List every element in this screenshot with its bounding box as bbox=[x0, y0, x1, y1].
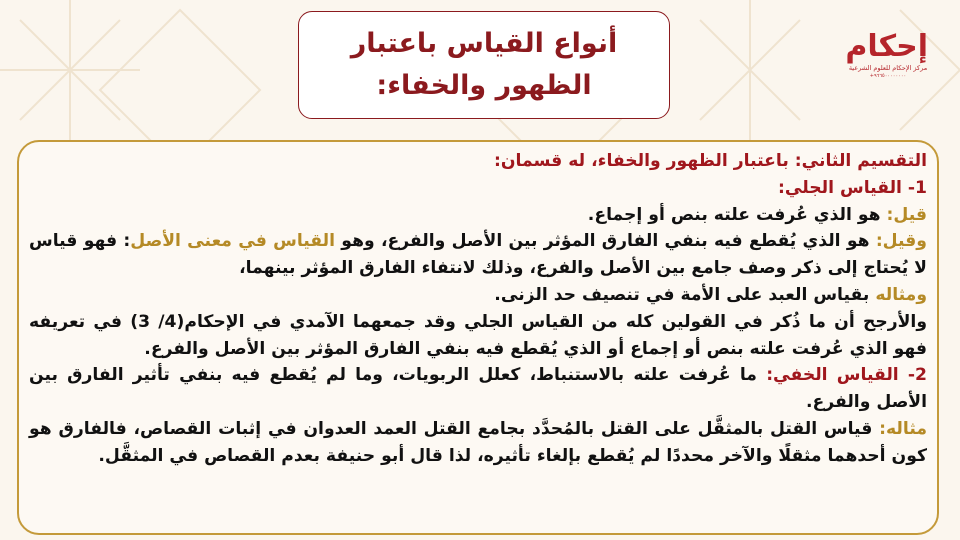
paragraph-hidden-analogy bbox=[29, 362, 927, 416]
section-heading bbox=[29, 148, 927, 175]
paragraph-example-clear bbox=[29, 282, 927, 309]
subsection-heading-clear bbox=[29, 175, 927, 202]
title-line-2: الظهور والخفاء: bbox=[376, 70, 592, 101]
first-definition-text: هو الذي عُرفت علته بنص أو إجماع. bbox=[587, 204, 887, 225]
preferred-view-text: والأرجح أن ما ذُكر في القولين كله من القياس الجلي وقد جمعهما الآمدي في الإحكام(4/ 3) في تعريفه فهو الذي عُرفت علته بنص أو إجماع أو الذي يُقطع فيه بنفي الفارق المؤثر بين الأصل والفرع. bbox=[29, 311, 928, 359]
clear-analogy-heading: 1- القياس الجلي: bbox=[778, 177, 927, 198]
second-definition-label: وقيل: bbox=[875, 231, 927, 252]
title-box bbox=[298, 11, 670, 119]
example-clear-label: ومثاله bbox=[875, 284, 927, 305]
second-definition-highlight: القياس في معنى الأصل bbox=[130, 231, 336, 252]
logo-subtitle: مركز الإحكام للعلوم الشرعية bbox=[848, 64, 928, 72]
paragraph-first-definition bbox=[29, 202, 927, 229]
logo-phone: +٩٦٦٥٠٠٠٠٠٠٠٠ bbox=[869, 73, 907, 79]
paragraph-second-definition bbox=[29, 228, 927, 282]
second-definition-text-1: هو الذي يُقطع فيه بنفي الفارق المؤثر بين الأصل والفرع، وهو bbox=[335, 231, 876, 252]
logo bbox=[845, 29, 928, 100]
content-box bbox=[17, 140, 939, 535]
second-definition-text-2: : فهو قياس لا يُحتاج إلى ذكر وصف جامع بين الأصل والفرع، وذلك لانتفاء الفارق المؤثر بينهما، bbox=[29, 231, 927, 279]
title-line-1: أنواع القياس باعتبار bbox=[350, 28, 618, 59]
paragraph-example-hidden bbox=[29, 416, 927, 470]
logo-name: إحكام bbox=[845, 29, 928, 64]
division-heading: التقسيم الثاني: باعتبار الظهور والخفاء، له قسمان: bbox=[494, 151, 927, 171]
example-hidden-label: مثاله: bbox=[879, 418, 927, 439]
hidden-analogy-label: 2- القياس الخفي: bbox=[766, 365, 928, 386]
example-hidden-text: قياس القتل بالمثقَّل على القتل بالمُحدَّد بجامع القتل العمد العدوان في إثبات القصاص، فالفارق هو كون أحدهما مثقلًا والآخر محددًا لم يُقطع بإلغاء تأثيره، لذا قال أبو حنيفة بعدم القصاص في المثقَّل. bbox=[29, 418, 927, 466]
hidden-analogy-text: ما عُرفت علته بالاستنباط، كعلل الربويات، وما لم يُقطع فيه بنفي تأثير الفارق بين الأصل والفرع. bbox=[29, 365, 927, 413]
first-definition-label: قيل: bbox=[886, 204, 927, 225]
example-clear-text: بقياس العبد على الأمة في تنصيف حد الزنى. bbox=[494, 284, 876, 305]
paragraph-preferred-view bbox=[29, 309, 927, 363]
